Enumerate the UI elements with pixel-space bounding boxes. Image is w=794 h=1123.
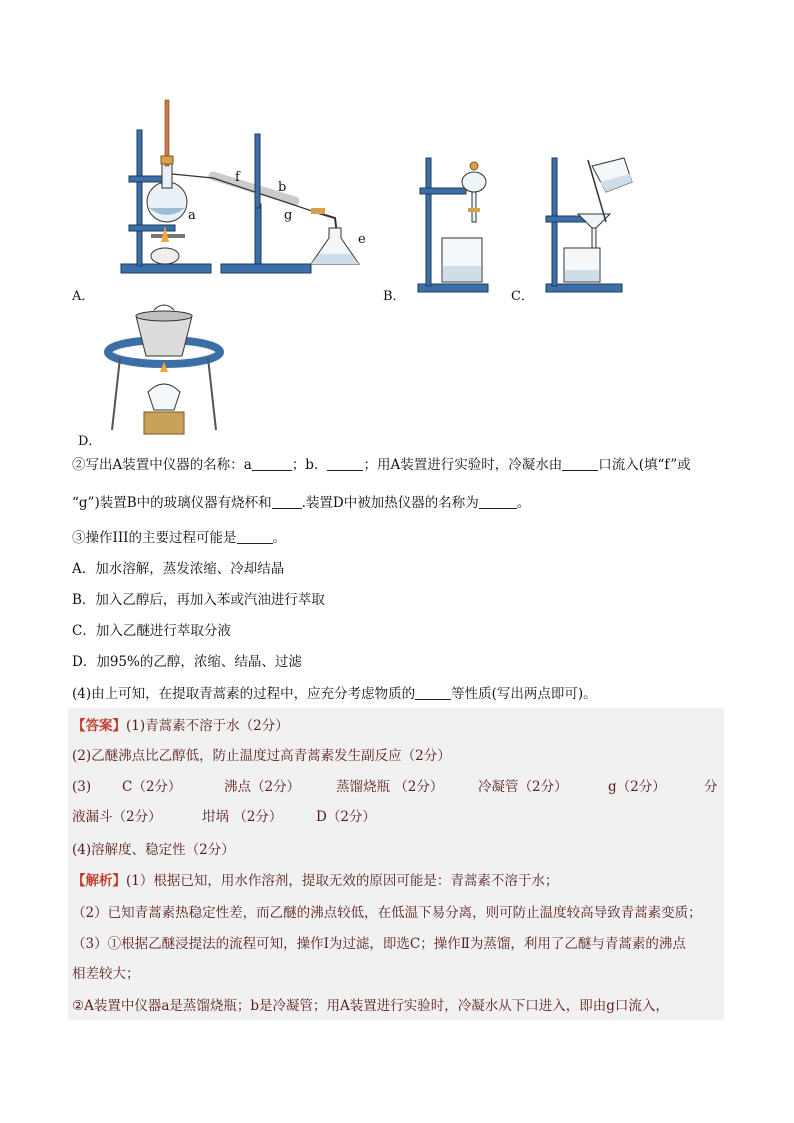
tag-g: g [284,208,293,223]
question-2-line-2 [72,493,724,513]
analysis-line-4: 相差较大； [72,966,140,982]
blank-a [252,456,292,471]
q2-text-e: “g”)装置B中的玻璃仪器有烧杯和 [72,495,272,511]
analysis-line-5: ②A装置中仪器a是蒸馏烧瓶；b是冷凝管；用A装置进行实验时，冷凝水从下口进入，即由g口流入， [72,998,669,1014]
blank-op3 [237,529,273,544]
answer-cell: 液漏斗（2分） [72,809,162,825]
q4-text-b: 等性质(写出两点即可)。 [451,686,597,702]
blank-properties [415,685,451,700]
tag-b: b [278,180,287,195]
q2-text-g: 。 [516,495,531,511]
answer-line-2: (2)乙醚沸点比乙醇低，防止温度过高青蒿素发生副反应（2分） [72,748,451,764]
q3-text-a: ③操作III的主要过程可能是 [72,530,237,546]
answer-cell: 坩埚 （2分） [202,809,283,825]
tag-e: e [358,232,366,247]
analysis-line-3: （3）①根据乙醚浸提法的流程可知，操作Ⅰ为过滤，即选C；操作Ⅱ为蒸馏，利用了乙醚与青蒿素的沸点 [72,936,686,952]
apparatus-D-figure [104,300,224,440]
question-2-line-1 [72,455,724,475]
answer-cell: 沸点（2分） [224,779,301,795]
q2-text-f: .装置D中被加热仪器的名称为 [301,495,479,511]
apparatus-A-figure [115,96,375,278]
apparatus-B-figure [412,152,502,296]
answer-line-5: (4)溶解度、稳定性（2分） [72,842,235,858]
answer-tag: 【答案】 [72,718,126,734]
q2-text-b: ；b． [291,457,328,473]
answer-cell: 冷凝管（2分） [478,779,568,795]
q2-text-d: 口流入(填“f”或 [598,457,691,473]
answer-cell: D（2分） [316,809,376,825]
blank-b [327,456,363,471]
blank-glass [272,494,302,509]
answer-line-1 [72,716,724,736]
label-D: D． [78,434,102,449]
option-D: D．加95%的乙醇，浓缩、结晶、过滤 [72,654,302,670]
label-C: C． [511,289,534,304]
answer-cell: g（2分） [608,779,666,795]
blank-inlet [562,456,598,471]
option-B: B．加入乙醇后，再加入苯或汽油进行萃取 [72,592,325,608]
answer-cell: 分 [704,779,718,795]
answer-text-1: (1)青蒿素不溶于水（2分） [126,718,289,734]
apparatus-C-figure [540,152,640,296]
label-B: B． [383,289,406,304]
answer-line-3 [72,777,724,797]
answer-cell: (3) [72,779,92,795]
analysis-line-2: （2）已知青蒿素热稳定性差，而乙醚的沸点较低，在低温下易分离，则可防止温度较高导致青蒿素变质； [72,905,702,921]
answer-cell: 蒸馏烧瓶 （2分） [336,779,444,795]
q3-text-b: 。 [272,530,286,546]
analysis-tag: 【解析】 [72,873,126,889]
analysis-text-1: (1）根据已知，用水作溶剂，提取无效的原因可能是：青蒿素不溶于水； [126,873,559,889]
tag-f: f [235,170,240,185]
analysis-line-1 [72,871,724,891]
label-A: A． [72,289,95,304]
q2-text-a: ②写出A装置中仪器的名称：a [72,457,252,473]
q4-text-a: (4)由上可知，在提取青蒿素的过程中，应充分考虑物质的 [72,686,416,702]
question-4 [72,684,724,704]
answer-line-4 [72,807,724,827]
tag-a: a [188,208,196,223]
q2-text-c: ；用A装置进行实验时，冷凝水由 [363,457,563,473]
answer-cell: C（2分） [122,779,182,795]
question-3-stem [72,528,724,548]
option-A: A．加水溶解，蒸发浓缩、冷却结晶 [72,561,285,577]
blank-heated [479,494,517,509]
option-C: C．加入乙醚进行萃取分液 [72,623,231,639]
